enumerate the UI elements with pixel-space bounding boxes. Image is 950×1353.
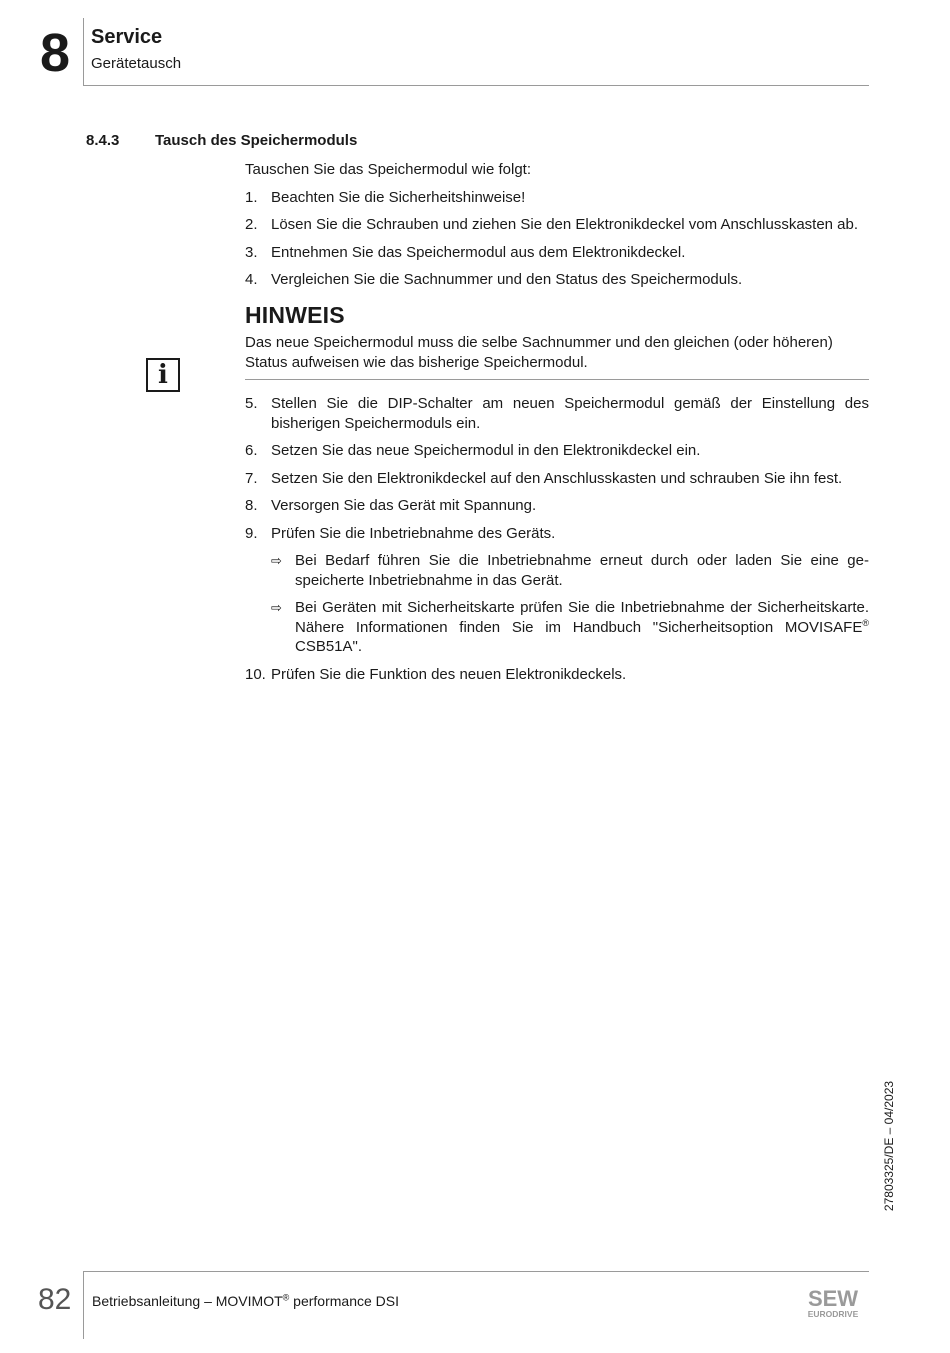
steps-list-a — [245, 188, 869, 290]
logo-eurodrive-text: EURODRIVE — [807, 1309, 859, 1319]
section-number: 8.4.3 — [86, 132, 120, 149]
result-text-end: CSB51A". — [295, 638, 363, 655]
step-number: 6. — [245, 442, 258, 459]
note-box — [245, 301, 869, 381]
result-item — [271, 598, 869, 657]
list-item — [245, 215, 869, 235]
chapter-number: 8 — [40, 23, 71, 83]
arrow-right-icon: ⇨ — [271, 553, 282, 568]
step-text: Stellen Sie die DIP-Schalter am neuen Speichermodul gemäß der Einstellung des bisherigen Speichermoduls ein. — [271, 395, 869, 432]
step-text: Prüfen Sie die Funktion des neuen Elektronikdeckels. — [271, 665, 627, 683]
step-number: 3. — [245, 243, 258, 261]
header-divider-vertical — [83, 18, 84, 86]
step-text: Vergleichen Sie die Sachnummer und den Status des Speichermoduls. — [271, 271, 743, 288]
footer-text-start: Betriebsanleitung – MOVIMOT — [92, 1293, 283, 1309]
list-item — [245, 524, 869, 657]
step-text: Lösen Sie die Schrauben und ziehen Sie den Elektronikdeckel vom Anschlusskasten ab. — [271, 216, 859, 233]
note-text: Das neue Speichermodul muss die selbe Sachnummer und den gleichen (oder höheren) Status aufweisen wie das bisherige Speichermodul. — [245, 333, 869, 380]
arrow-right-icon: ⇨ — [271, 600, 282, 615]
document-id: 27803325/DE – 04/2023 — [882, 1080, 896, 1212]
list-item — [245, 496, 869, 516]
footer-text-end: performance DSI — [289, 1293, 399, 1309]
page-number: 82 — [38, 1283, 72, 1316]
section-title: Tausch des Speichermoduls — [155, 132, 358, 149]
footer-text — [92, 1293, 399, 1309]
step-text: Setzen Sie das neue Speichermodul in den Elektronikdeckel ein. — [271, 442, 701, 459]
list-item — [245, 469, 869, 489]
results-list — [271, 551, 869, 657]
step-text: Beachten Sie die Sicherheitshinweise! — [271, 188, 526, 206]
list-item — [245, 394, 869, 433]
result-text: Bei Geräten mit Sicherheitskarte prüfen Sie die Inbetriebnahme der Sicherheitskarte. Nähere Informationen finden Sie im Handbuch "Sicherheitsoption MOVISAFE — [295, 599, 869, 636]
list-item — [245, 188, 869, 208]
note-heading: HINWEIS — [245, 301, 345, 328]
result-item — [271, 551, 869, 590]
list-item — [245, 243, 869, 263]
list-item — [245, 665, 869, 685]
step-text: Entnehmen Sie das Speichermodul aus dem Elektronikdeckel. — [271, 243, 686, 261]
main-content — [245, 160, 869, 692]
step-number: 4. — [245, 271, 258, 288]
sew-eurodrive-logo — [796, 1285, 870, 1319]
list-item — [245, 441, 869, 461]
info-icon: i — [146, 358, 180, 392]
step-number: 7. — [245, 469, 258, 487]
list-item — [245, 270, 869, 290]
step-number: 10. — [245, 665, 266, 683]
step-number: 1. — [245, 188, 258, 206]
step-number: 2. — [245, 216, 258, 233]
step-number: 9. — [245, 524, 258, 542]
steps-list-b — [245, 394, 869, 684]
step-text: Versorgen Sie das Gerät mit Spannung. — [271, 497, 537, 514]
logo-sew-text: SEW — [807, 1286, 859, 1311]
chapter-subtitle: Gerätetausch — [91, 55, 182, 72]
header-divider-horizontal — [83, 85, 869, 86]
result-text: Bei Bedarf führen Sie die Inbetriebnahme erneut durch oder laden Sie eine gespeicherte Inbetriebnahme in das Gerät. — [295, 552, 869, 589]
chapter-title: Service — [91, 26, 163, 48]
step-number: 5. — [245, 395, 258, 412]
registered-mark: ® — [862, 617, 869, 628]
step-text: Prüfen Sie die Inbetriebnahme des Geräts. — [271, 524, 556, 542]
footer-divider-vertical — [83, 1271, 84, 1339]
registered-mark: ® — [282, 1292, 290, 1303]
step-number: 8. — [245, 497, 258, 514]
step-text: Setzen Sie den Elektronikdeckel auf den Anschlusskasten und schrauben Sie ihn fest. — [271, 469, 843, 487]
footer-divider-horizontal — [83, 1271, 869, 1272]
intro-text: Tauschen Sie das Speichermodul wie folgt: — [245, 161, 531, 178]
